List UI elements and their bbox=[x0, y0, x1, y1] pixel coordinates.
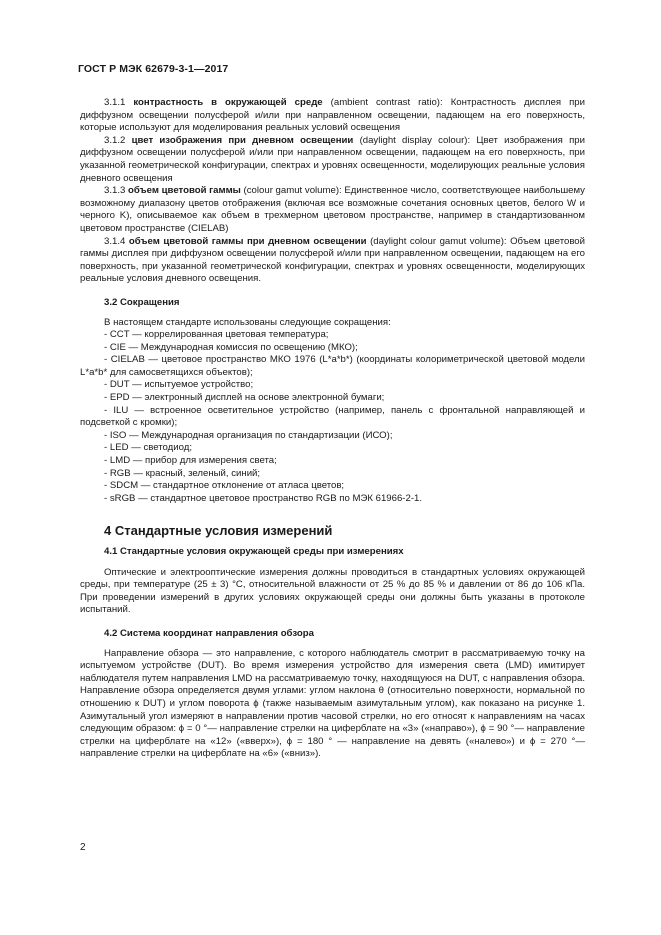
section-4-2-text: Направление обзора — это направление, с которого наблюдатель смотрит в рассматриваемую точку на испытуемом устройстве (DUT). Во время измерения устройство для измерения света (LMD) имитирует наблюдателя путем направления LMD на рассматриваемую точку, находящуюся на DUT, с направления обзора. Направление обзора определяется двумя углами: углом наклона θ (относительно поверхности, нормальной по отношению к DUT) и углом поворота ϕ (также называемым азимутальным углом), как показано на рисунке 1. Азимутальный угол измеряют в направлении против часовой стрелки, но его относят к направлениям на часах следующим образом: ϕ = 0 °— направление стрелки на циферблате на «3» («направо»), ϕ = 90 °— направление стрелки на циферблате на «12» («вверх»), ϕ = 180 ° — направление на девять («налево») и ϕ = 270 °— направление стрелки на циферблате на «6» («вниз»). bbox=[80, 647, 585, 760]
term-3-1-4: 3.1.4 объем цветовой гаммы при дневном освещении (daylight colour gamut volume): Объем цветовой гаммы дисплея при диффузном освещении полусферой и/или при направленном освещении, падающем на его поверхность, при указанной геометрической конфигурации, спектрах и уровнях освещенности, моделирующих реальные условия дневного освещения. bbox=[80, 235, 585, 285]
document-header: ГОСТ Р МЭК 62679-3-1—2017 bbox=[78, 63, 229, 75]
section-4-2-heading: 4.2 Система координат направления обзора bbox=[104, 627, 314, 639]
abbr-item: - LED — светодиод; bbox=[104, 442, 193, 454]
abbr-item: - CIE — Международная комиссия по освещению (МКО); bbox=[104, 341, 358, 353]
abbr-item: - RGB — красный, зеленый, синий; bbox=[104, 467, 261, 479]
abbr-item: - SDCM — стандартное отклонение от атласа цветов; bbox=[104, 480, 345, 492]
abbreviations-heading: 3.2 Сокращения bbox=[104, 296, 180, 308]
abbreviations-intro: В настоящем стандарте использованы следующие сокращения: bbox=[104, 316, 391, 328]
abbr-item: - ILU — встроенное осветительное устройство (например, панель с фронтальной направляющей и подсветкой с кромки); bbox=[80, 404, 585, 429]
term-3-1-1: 3.1.1 контрастность в окружающей среде (ambient contrast ratio): Контрастность дисплея при диффузном освещении полусферой и/или при направленном освещении, падающем на его поверхность, которые используют для моделирования реальных условий освещения bbox=[80, 97, 585, 134]
term-3-1-3: 3.1.3 объем цветовой гаммы (colour gamut volume): Единственное число, соответствующее наибольшему возможному диапазону цветов отображения (включая все возможные сочетания основных цветов, белого W и черного K), описываемое как объем в трехмерном цветовом пространстве, например в стандартизованном цветовом пространстве (CIELAB) bbox=[80, 185, 585, 234]
section-4-heading: 4 Стандартные условия измерений bbox=[104, 523, 333, 539]
abbr-item: - LMD — прибор для измерения света; bbox=[104, 455, 277, 467]
abbr-item: - ISO — Международная организация по стандартизации (ИСО); bbox=[104, 429, 393, 441]
abbr-item: - CIELAB — цветовое пространство МКО 1976 (L*a*b*) (координаты колориметрической цветовой модели L*a*b* для самосветящихся объектов); bbox=[80, 354, 585, 378]
abbr-item: - sRGB — стандартное цветовое пространство RGB по МЭК 61966-2-1. bbox=[104, 492, 423, 504]
term-3-1-2: 3.1.2 цвет изображения при дневном освещении (daylight display colour): Цвет изображения при диффузном освещении полусферой и/или при направленном освещении, падающем на его поверхность, при указанной геометрической конфигурации, спектрах и уровнях освещенности, моделирующих реальные условия дневного освещения bbox=[80, 134, 585, 184]
abbr-item: - CCT — коррелированная цветовая температура; bbox=[104, 329, 329, 341]
section-4-1-text: Оптические и электрооптические измерения должны проводиться в стандартных условиях окружающей среды, при температуре (25 ± 3) °C, относительной влажности от 25 % до 85 % и давлении от 86 до 106 кПа. При проведении измерений в других условиях окружающей среды они должны быть указаны в протоколе испытаний. bbox=[80, 566, 585, 616]
document-body bbox=[80, 97, 585, 761]
abbr-item: - DUT — испытуемое устройство; bbox=[104, 379, 254, 391]
page-number: 2 bbox=[80, 842, 86, 853]
section-4-1-heading: 4.1 Стандартные условия окружающей среды при измерениях bbox=[104, 546, 404, 557]
abbr-item: - EPD — электронный дисплей на основе электронной бумаги; bbox=[104, 392, 385, 404]
